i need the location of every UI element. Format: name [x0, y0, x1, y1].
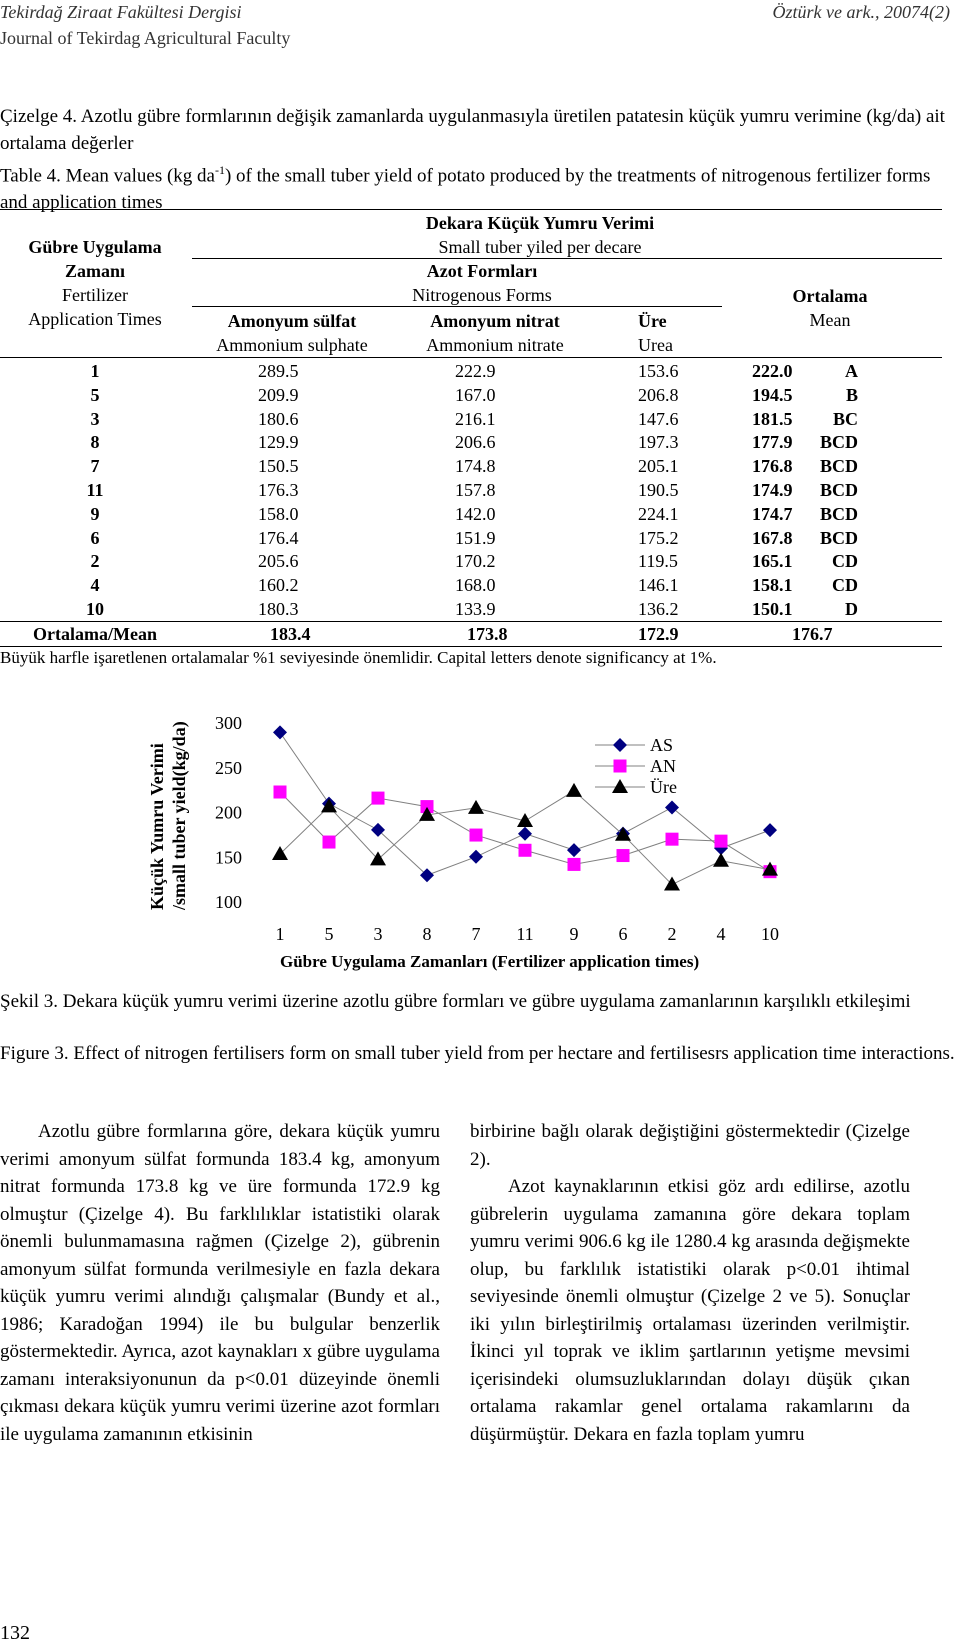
row-as: 160.2	[258, 575, 299, 596]
point-marker	[665, 800, 679, 814]
header-as-en: Ammonium sulphate	[216, 335, 368, 355]
row-ure: 197.3	[638, 432, 679, 453]
figure-caption-tr: Şekil 3. Dekara küçük yumru verimi üzerine azotlu gübre formları ve gübre uygulama zamanlarının karşılıklı etkileşimi	[0, 991, 911, 1012]
row-an: 216.1	[455, 408, 496, 429]
figure-caption-en: Figure 3. Effect of nitrogen fertilisers form on small tuber yield from per hectare and fertilisesrs application time interactions.	[0, 1043, 955, 1064]
x-tick-label: 5	[324, 924, 334, 944]
point-marker	[518, 827, 532, 841]
row-as: 150.5	[258, 456, 299, 477]
y-tick-label: 300	[215, 713, 242, 733]
header-an-en: Ammonium nitrate	[426, 335, 564, 355]
page-number: 132	[0, 1622, 30, 1644]
y-tick-label: 200	[215, 802, 242, 823]
row-an: 157.8	[455, 480, 496, 500]
y-ticks	[215, 713, 242, 912]
series-diamond	[273, 725, 777, 882]
header-mean-tr: Ortalama	[792, 286, 868, 306]
row-as: 289.5	[258, 361, 299, 381]
legend-label: AN	[650, 756, 676, 776]
row-significance: A	[845, 361, 858, 381]
total-as: 183.4	[270, 624, 311, 644]
row-time: 1	[90, 361, 100, 381]
row-significance: CD	[832, 575, 858, 596]
row-ure: 136.2	[638, 599, 679, 619]
row-as: 176.3	[258, 480, 299, 500]
row-mean: 150.1	[752, 599, 793, 619]
series-group	[272, 725, 778, 890]
row-significance: BCD	[819, 480, 858, 500]
row-mean: 174.7	[752, 503, 793, 524]
x-tick-label: 9	[569, 924, 579, 944]
journal-title-en: Journal of Tekirdag Agricultural Faculty	[0, 28, 291, 48]
row-mean: 177.9	[752, 432, 793, 453]
row-an: 133.9	[455, 599, 496, 619]
point-marker	[468, 800, 484, 814]
header-as-tr: Amonyum sülfat	[227, 311, 357, 331]
row-an: 222.9	[455, 361, 496, 381]
x-ticks	[276, 924, 780, 944]
row-time: 9	[90, 503, 100, 524]
header-forms-tr: Azot Formları	[426, 261, 538, 281]
x-tick-label: 10	[761, 924, 779, 944]
row-time: 6	[90, 527, 100, 548]
row-mean: 165.1	[752, 551, 793, 572]
point-marker	[763, 823, 777, 837]
point-marker	[666, 833, 679, 846]
row-mean: 176.8	[752, 456, 793, 477]
row-time: 10	[86, 599, 104, 619]
point-marker	[323, 836, 336, 849]
row-ure: 206.8	[638, 384, 679, 405]
point-marker	[567, 843, 581, 857]
row-as: 158.0	[258, 503, 299, 524]
total-label: Ortalama/Mean	[33, 624, 157, 644]
legend	[595, 735, 677, 797]
row-an: 142.0	[455, 503, 496, 524]
x-axis-label: Gübre Uygulama Zamanları (Fertilizer application times)	[280, 952, 700, 971]
x-tick-label: 2	[667, 924, 677, 944]
point-marker	[566, 783, 582, 797]
row-significance: BCD	[819, 456, 858, 477]
body-right-p2: Azot kaynaklarının etkisi göz ardı edilirse, azotlu gübrelerin uygulama zamanına göre dekara toplam yumru verimi 906.6 kg ile 1280.4 kg arasında değişmekte olup, bu farklılık istatistiki olarak p<0.01 ihtimal seviyesinde önemli olmuştur (Çizelge 2 ve 5). Sonuçlar iki yılın birleştirilmiş ortalaması üzerinden verilmiştir. İkinci yıl toprak ve iklim şartlarının yetişme mevsimi içerisindeki olumsuzluklarından dolayı düşük çıkan ortalama rakamlar genel ortalama rakamlarını da düşürmüştür. Dekara en fazla toplam yumru	[470, 1176, 910, 1445]
row-time: 5	[90, 384, 100, 405]
row-as: 180.3	[258, 599, 299, 619]
header-time-en1: Fertilizer	[62, 285, 128, 305]
legend-label: AS	[650, 735, 674, 755]
row-significance: BC	[832, 408, 858, 429]
header-forms-rule	[192, 306, 722, 307]
point-marker	[519, 844, 532, 857]
row-time: 4	[90, 575, 100, 596]
table-caption-en: Table 4. Mean values (kg $da^{-1}$) of the small tuber yield of potato produced by the treatments of nitrogenous fertilizer forms and application times	[0, 163, 931, 214]
row-an: 170.2	[455, 551, 496, 572]
row-as: 176.4	[258, 527, 299, 548]
row-mean: 194.5	[752, 384, 793, 405]
legend-label: Üre	[650, 777, 677, 797]
header-yield-tr: Dekara Küçük Yumru Verimi	[425, 213, 655, 233]
y-axis-label	[147, 721, 190, 911]
header-ure-tr: Üre	[638, 311, 667, 331]
article-author: Öztürk ve ark., 20074(2)	[772, 2, 950, 22]
header-yield-en: Small tuber yiled per decare	[438, 237, 642, 257]
x-tick-label: 4	[716, 924, 726, 944]
point-marker	[273, 725, 287, 739]
header-forms-en: Nitrogenous Forms	[412, 285, 552, 305]
row-mean: 174.9	[752, 480, 793, 500]
y-tick-label: 100	[215, 892, 242, 912]
row-ure: 190.5	[638, 480, 679, 500]
x-tick-label: 11	[516, 924, 534, 944]
y-axis-label-line1: Küçük Yumru Verimi	[147, 743, 167, 910]
row-an: 167.0	[455, 384, 496, 405]
row-as: 129.9	[258, 432, 299, 453]
header-mean-en: Mean	[809, 310, 851, 330]
point-marker	[274, 786, 287, 799]
point-marker	[715, 835, 728, 848]
line-chart	[140, 713, 840, 980]
x-tick-label: 8	[422, 924, 432, 944]
row-an: 168.0	[455, 575, 496, 596]
row-an: 174.8	[455, 456, 496, 477]
row-significance: BCD	[819, 527, 858, 548]
table-footnote: Büyük harfle işaretlenen ortalamalar %1 seviyesinde önemlidir. Capital letters denote significancy at 1%.	[0, 648, 717, 667]
row-ure: 205.1	[638, 456, 679, 477]
total-mean: 176.7	[792, 624, 833, 644]
point-marker	[469, 850, 483, 864]
x-tick-label: 1	[275, 924, 285, 944]
row-an: 206.6	[455, 432, 496, 453]
row-mean: 158.1	[752, 575, 793, 596]
table-top-rule	[0, 209, 942, 210]
body-right-p1: birbirine bağlı olarak değiştiğini göstermektedir (Çizelge 2).	[470, 1121, 910, 1170]
row-an: 151.9	[455, 527, 496, 548]
header-ure-en: Urea	[638, 335, 673, 355]
header-time-tr2: Zamanı	[64, 261, 125, 281]
row-ure: 146.1	[638, 575, 679, 596]
x-tick-label: 6	[618, 924, 628, 944]
row-ure: 175.2	[638, 527, 679, 548]
row-mean: 181.5	[752, 408, 793, 429]
row-as: 180.6	[258, 408, 299, 429]
x-tick-label: 3	[373, 924, 383, 944]
point-marker	[614, 760, 627, 773]
row-time: 11	[86, 480, 104, 500]
row-significance: D	[845, 599, 858, 619]
y-axis-label-line2: /small tuber yield(kg/da)	[169, 721, 189, 910]
row-time: 2	[90, 551, 100, 572]
row-mean: 167.8	[752, 527, 793, 548]
point-marker	[470, 829, 483, 842]
row-significance: BCD	[819, 503, 858, 524]
row-ure: 147.6	[638, 408, 679, 429]
body-left-column: Azotlu gübre formlarına göre, dekara küçük yumru verimi amonyum sülfat formunda 183.4 kg, amonyum nitrat formunda 173.8 kg ve üre formunda 172.9 kg olmuştur (Çizelge 4). Bu farklılıklar istatistiki olarak önemli bulunmamasına rağmen (Çizelge 2), gübrenin amonyum sülfat formunda verilmesiyle en fazla dekara küçük yumru verimi alındığı çalışmalar (Bundy et al., 1986; Karadoğan 1994) ile bu bulgular benzerlik göstermektedir. Ayrıca, azot kaynakları x gübre uygulama zamanı interaksiyonunun da p<0.01 düzeyinde önemli çıkması dekara küçük yumru verimi üzerine azot formları ile uygulama zamanının etkisinin	[0, 1121, 440, 1445]
row-ure: 224.1	[638, 503, 679, 524]
row-mean: 222.0	[752, 361, 793, 381]
row-as: 209.9	[258, 384, 299, 405]
point-marker	[612, 779, 628, 793]
header-an-tr: Amonyum nitrat	[430, 311, 560, 331]
point-marker	[372, 792, 385, 805]
point-marker	[713, 853, 729, 867]
row-significance: BCD	[819, 432, 858, 453]
row-time: 8	[90, 432, 100, 453]
row-significance: CD	[832, 551, 858, 572]
point-marker	[568, 858, 581, 871]
body-right-column	[470, 1118, 910, 1448]
header-time-en2: Application Times	[28, 309, 162, 329]
y-tick-label: 250	[215, 757, 242, 778]
point-marker	[321, 798, 337, 812]
row-ure: 153.6	[638, 361, 679, 381]
point-marker	[617, 849, 630, 862]
point-marker	[613, 738, 627, 752]
header-time-tr1: Gübre Uygulama	[28, 237, 162, 257]
row-significance: B	[845, 384, 858, 405]
row-time: 3	[90, 408, 100, 429]
row-as: 205.6	[258, 551, 299, 572]
header-bottom-rule	[0, 357, 942, 358]
y-tick-label: 150	[215, 847, 242, 868]
total-an: 173.8	[467, 624, 508, 644]
row-ure: 119.5	[638, 551, 678, 572]
total-ure: 172.9	[638, 624, 679, 644]
table-caption-tr: Çizelge 4. Azotlu gübre formlarının değişik zamanlarda uygulanmasıyla üretilen patatesin küçük yumru verimine (kg/da) ait ortalama değerler	[0, 106, 945, 154]
journal-title-tr: Tekirdağ Ziraat Fakültesi Dergisi	[0, 2, 242, 22]
x-tick-label: 7	[471, 924, 481, 944]
row-time: 7	[90, 456, 100, 477]
